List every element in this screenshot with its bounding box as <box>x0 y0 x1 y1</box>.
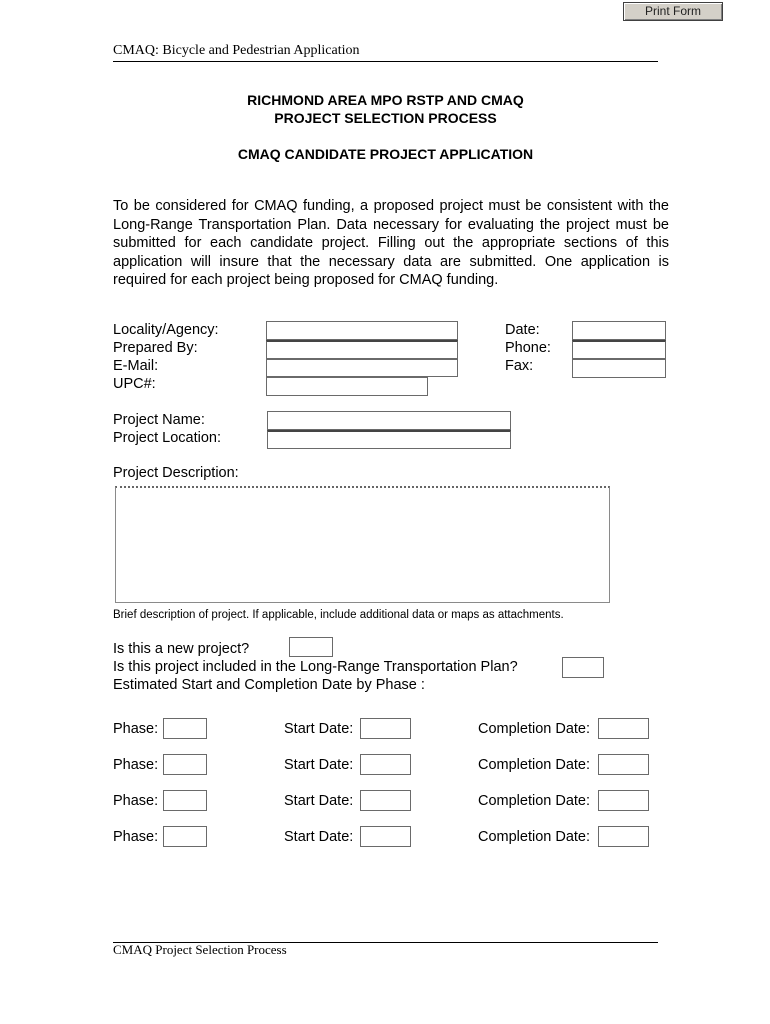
header-divider <box>113 61 658 62</box>
prepared-by-field[interactable] <box>266 340 458 359</box>
locality-field[interactable] <box>266 321 458 340</box>
phase-field[interactable] <box>163 790 207 811</box>
completion-date-field[interactable] <box>598 718 649 739</box>
intro-paragraph: To be considered for CMAQ funding, a proposed project must be consistent with the Long-Range Transportation Plan. Data necessary for evaluating the project must be submitted for each candidate project. Filling out the appropriate sections of this application will insure that the necessary data are submitted. One application is required for each project being proposed for CMAQ funding. <box>113 198 669 288</box>
start-date-field[interactable] <box>360 754 411 775</box>
locality-label: Locality/Agency: <box>113 322 219 338</box>
upc-label: UPC#: <box>113 376 156 392</box>
phase-label: Phase: <box>113 721 159 737</box>
start-date-field[interactable] <box>360 718 411 739</box>
phone-label: Phone: <box>505 340 551 356</box>
phase-field[interactable] <box>163 754 207 775</box>
phase-label: Phase: <box>113 757 159 773</box>
upc-field[interactable] <box>266 377 428 396</box>
start-date-label: Start Date: <box>284 757 354 773</box>
lrtp-field[interactable] <box>562 657 604 678</box>
new-project-question: Is this a new project? <box>113 641 250 657</box>
title-line-3: CMAQ CANDIDATE PROJECT APPLICATION <box>237 146 534 162</box>
phone-field[interactable] <box>572 340 666 359</box>
completion-date-label: Completion Date: <box>478 829 591 845</box>
fax-field[interactable] <box>572 359 666 378</box>
page-header: CMAQ: Bicycle and Pedestrian Application <box>113 43 360 58</box>
email-label: E-Mail: <box>113 358 159 374</box>
completion-date-field[interactable] <box>598 790 649 811</box>
project-location-field[interactable] <box>267 430 511 449</box>
start-date-field[interactable] <box>360 826 411 847</box>
completion-date-label: Completion Date: <box>478 757 591 773</box>
phase-field[interactable] <box>163 718 207 739</box>
completion-date-label: Completion Date: <box>478 793 591 809</box>
lrtp-question: Is this project included in the Long-Range Transportation Plan? <box>113 659 518 675</box>
email-field[interactable] <box>266 359 458 377</box>
page-footer: CMAQ Project Selection Process <box>113 942 287 957</box>
fax-label: Fax: <box>505 358 534 374</box>
project-location-label: Project Location: <box>113 430 222 446</box>
phase-label: Phase: <box>113 829 159 845</box>
start-date-label: Start Date: <box>284 793 354 809</box>
title-line-2: PROJECT SELECTION PROCESS <box>274 110 497 126</box>
start-date-field[interactable] <box>360 790 411 811</box>
start-date-label: Start Date: <box>284 829 354 845</box>
dates-by-phase-label: Estimated Start and Completion Date by Phase : <box>113 677 425 693</box>
print-form-button[interactable]: Print Form <box>623 2 723 21</box>
project-name-label: Project Name: <box>113 412 205 428</box>
description-note: Brief description of project. If applicable, include additional data or maps as attachments. <box>113 609 564 621</box>
date-field[interactable] <box>572 321 666 340</box>
phase-field[interactable] <box>163 826 207 847</box>
completion-date-field[interactable] <box>598 754 649 775</box>
new-project-field[interactable] <box>289 637 333 657</box>
project-description-label: Project Description: <box>113 465 239 481</box>
completion-date-label: Completion Date: <box>478 721 591 737</box>
start-date-label: Start Date: <box>284 721 354 737</box>
date-label: Date: <box>505 322 540 338</box>
completion-date-field[interactable] <box>598 826 649 847</box>
phase-label: Phase: <box>113 793 159 809</box>
prepared-by-label: Prepared By: <box>113 340 198 356</box>
project-description-textarea[interactable] <box>115 486 610 603</box>
title-line-1: RICHMOND AREA MPO RSTP AND CMAQ <box>247 92 524 108</box>
project-name-field[interactable] <box>267 411 511 430</box>
